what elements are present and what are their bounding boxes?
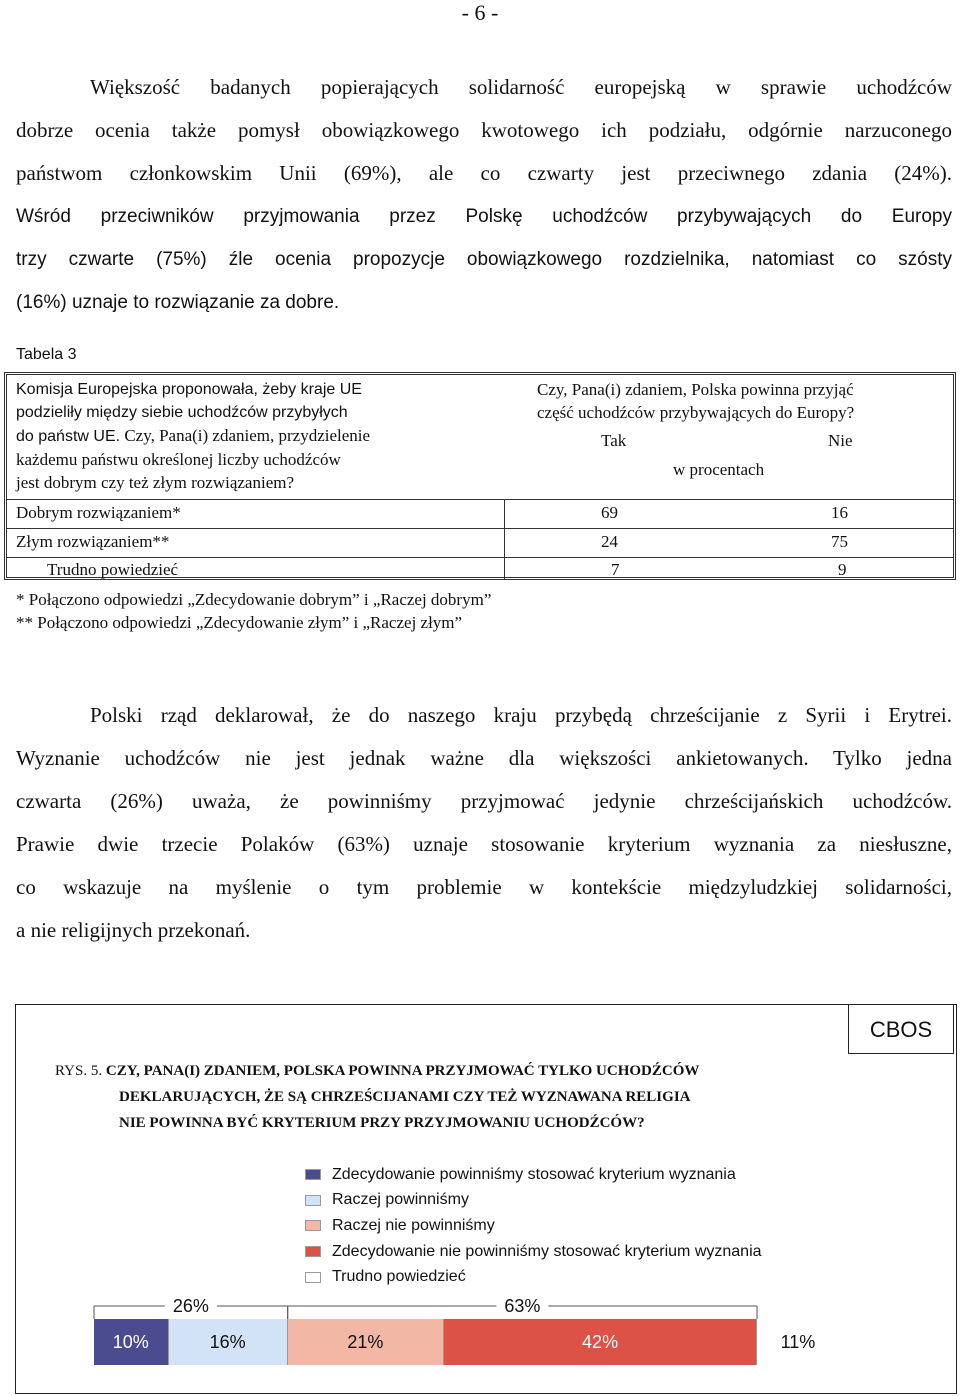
column-header-tak: Tak [601,431,627,450]
bar-segment: 11% [757,1319,839,1365]
table-question-right: Czy, Pana(i) zdaniem, Polska powinna przyjąć część uchodźców przybywających do Europy? [537,380,855,422]
legend-swatch [305,1169,321,1180]
text-line: Większość badanych popierających solidarność europejską w sprawie uchodźców [90,75,952,99]
legend-label: Trudno powiedzieć [332,1268,466,1286]
text-line: co wskazuje na myślenie o tym problemie w kontekście międzyludzkiej solidarności, [16,875,952,899]
legend-item [305,1188,762,1214]
text-line: czwarta (26%) uważa, że powinniśmy przyjmować jedynie chrześcijańskich uchodźców. [16,789,952,813]
bar-segment: 21% [288,1319,444,1365]
legend-label: Raczej powinniśmy [332,1191,469,1209]
page-number: - 6 - [461,0,499,25]
figure-title: RYS. 5. CZY, PANA(I) ZDANIEM, POLSKA POWINNA PRZYJMOWAĆ TYLKO UCHODŹCÓW DEKLARUJĄCYCH, ŻE SĄ CHRZEŚCIJANAMI CZY TEŻ WYZNAWANA RELIGIA NIE POWINNA BYĆ KRYTERIUM PRZY PRZYJMOWANIU UCHODŹCÓW? [55,1063,700,1131]
column-header-nie: Nie [828,431,853,450]
text-line: Wyznanie uchodźców nie jest jednak ważne dla większości ankietowanych. Tylko jedna [16,746,952,770]
legend-label: Zdecydowanie nie powinniśmy stosować kryterium wyznania [332,1242,762,1260]
text-line: Wśród przeciwników przyjmowania przez Polskę uchodźców przybywających do Europy [16,206,952,227]
legend-swatch [305,1220,321,1231]
legend-label: Zdecydowanie powinniśmy stosować kryterium wyznania [332,1165,736,1183]
bar-segment: 42% [444,1319,757,1365]
paragraph-religion [16,694,952,952]
table-question-left: Komisja Europejska proponowała, żeby kraje UE podzieliły między siebie uchodźców przybyłych do państw UE. Czy, Pana(i) zdaniem, przydzielenie każdemu państwu określonej liczby uchodźców jest dobrym czy też złym rozwiązaniem? [16,381,371,492]
text-line: Polski rząd deklarował, że do naszego kraju przybędą chrześcijanie z Syrii i Erytrei. [90,703,952,727]
group-total-label: 63% [504,1296,541,1316]
bar-segment: 16% [169,1319,288,1365]
text-line: Prawie dwie trzecie Polaków (63%) uznaje stosowanie kryterium wyznania za niesłuszne, [16,832,952,856]
legend-swatch [305,1246,321,1257]
table-row: Złym rozwiązaniem** 24 75 [16,532,848,551]
text-line: trzy czwarte (75%) źle ocenia propozycje obowiązkowego rozdzielnika, natomiast co szósty [16,249,952,270]
stacked-bar [94,1319,839,1365]
text-line: (16%) uznaje to rozwiązanie za dobre. [16,292,340,313]
table-caption: Tabela 3 [16,346,77,363]
legend-item [305,1264,762,1290]
legend-swatch [305,1272,321,1283]
chart-legend [305,1162,762,1290]
data-table [4,372,956,580]
group-total-label: 26% [172,1296,209,1316]
source-label: CBOS [848,1004,954,1054]
legend-item [305,1162,762,1188]
legend-swatch [305,1195,321,1206]
text-line: państwom członkowskim Unii (69%), ale co czwarty jest przeciwnego zdania (24%). [16,161,952,185]
text-line: dobrze ocenia także pomysł obowiązkowego kwotowego ich podziału, odgórnie narzuconego [16,118,952,142]
table-row: Dobrym rozwiązaniem* 69 16 [16,503,848,522]
bar-segment: 10% [94,1319,169,1365]
legend-item [305,1239,762,1265]
table-row: Trudno powiedzieć 7 9 [47,560,847,579]
unit-label: w procentach [673,460,765,479]
text-line: a nie religijnych przekonań. [16,918,251,942]
paragraph-solidarity [16,66,952,324]
table-notes: * Połączono odpowiedzi „Zdecydowanie dobrym” i „Raczej dobrym” ** Połączono odpowiedzi „Zdecydowanie złym” i „Raczej złym” [16,590,492,632]
legend-label: Raczej nie powinniśmy [332,1216,495,1234]
legend-item [305,1213,762,1239]
